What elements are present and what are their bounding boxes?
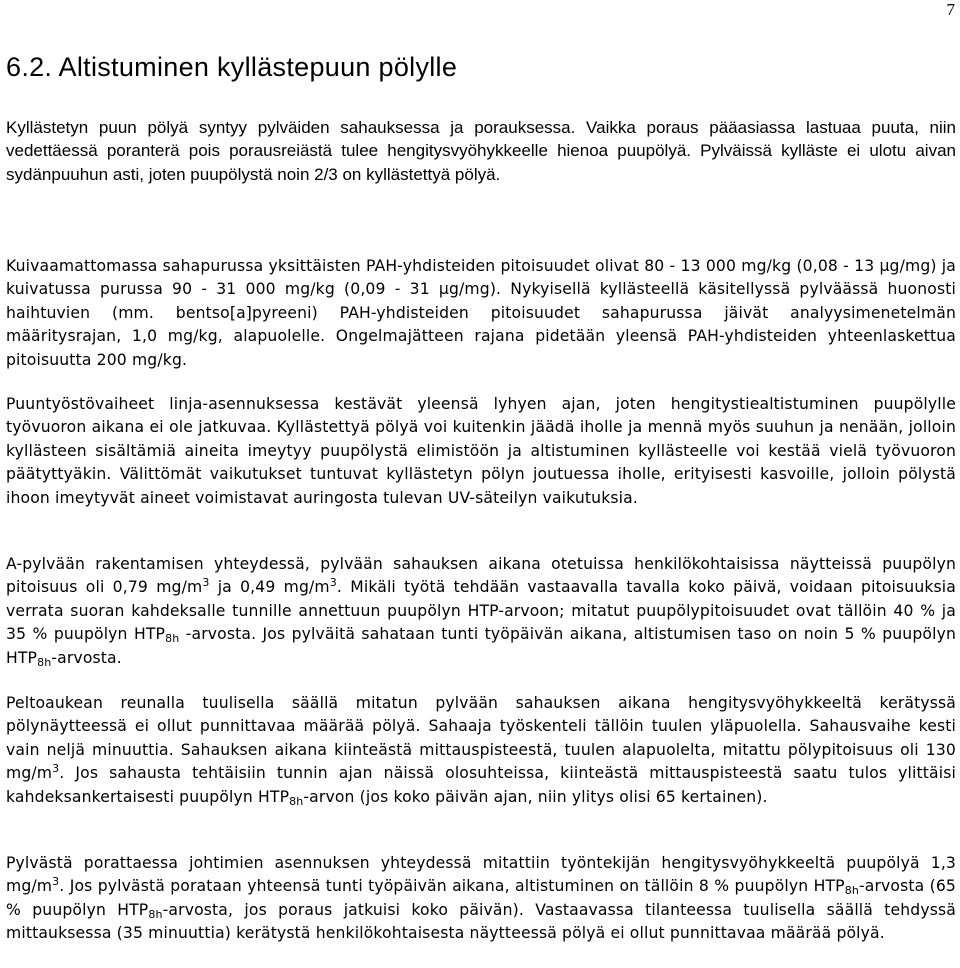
paragraph-5	[6, 692, 956, 809]
paragraph-3: Puuntyöstövaiheet linja-asennuksessa kestävät yleensä lyhyen ajan, joten hengitystiealtistuminen puupölylle työvuoron aikana ei ole jatkuvaa. Kyllästettyä pölyä voi kuitenkin jäädä iholle ja mennä myös suuhun ja nenään, jolloin kyllästeen sisältämiä aineita imeytyy puupölystä elimistöön ja altistuminen kyllästeelle voi kestää vielä työvuoron päätyttyäkin. Välittömät vaikutukset tuntuvat kyllästetyn pölyn joutuessa iholle, erityisesti kasvoille, jolloin pölystä ihoon imeytyvät aineet voimistavat auringosta tulevan UV-säteilyn vaikutuksia.	[6, 395, 956, 507]
paragraph-4	[6, 553, 956, 670]
superscript: 3	[329, 576, 337, 590]
paragraph-4-text: -arvosta.	[51, 648, 122, 667]
subscript: 8h	[844, 884, 859, 898]
paragraph-2: Kuivaamattomassa sahapurussa yksittäisten PAH-yhdisteiden pitoisuudet olivat 80 - 13 000 mg/kg (0,08 - 13 μg/mg) ja kuivatussa purussa 90 - 31 000 mg/kg (0,09 - 31 μg/mg). Nykyisellä kyllästeellä käsitellyssä pylväässä huonosti haihtuvien (mm. bentso[a]pyreeni) PAH-yhdisteiden pitoisuudet sahapurussa jäivät analyysimenetelmän määritysrajan, 1,0 mg/kg, alapuolelle. Ongelmajätteen rajana pidetään yleensä PAH-yhdisteiden yhteenlaskettua pitoisuutta 200 mg/kg.	[6, 257, 956, 369]
subscript: 8h	[165, 632, 180, 646]
paragraph-6-text: -arvosta (65 % puupölyn HTP	[6, 877, 956, 919]
subscript: 8h	[37, 655, 52, 669]
paragraph-5-text: -arvon (jos koko päivän ajan, niin ylitys olisi 65 kertainen).	[303, 787, 768, 806]
paragraph-4-text: -arvosta. Jos pylväitä sahataan tunti työpäivän aikana, altistumisen taso on noin 5 % puupölyn HTP	[6, 625, 956, 667]
paragraph-4-text: . Mikäli työtä tehdään vastaavalla tavalla koko päivä, voidaan pitoisuuksia verrata suoran kahdeksalle tunnille annettuun puupölyn HTP-arvoon; mitatut puupölypitoisuudet ovat tällöin 40 % ja 35 % puupölyn HTP	[6, 578, 956, 644]
paragraph-4-text: ja 0,49 mg/m	[209, 578, 330, 597]
section-heading: 6.2. Altistuminen kyllästepuun pölylle	[6, 52, 458, 82]
paragraph-6-text: . Jos pylvästä porataan yhteensä tunti työpäivän aikana, altistuminen on tällöin 8 % puupölyn HTP	[59, 877, 845, 896]
superscript: 3	[202, 576, 210, 590]
subscript: 8h	[289, 794, 304, 808]
paragraph-6	[6, 852, 956, 946]
superscript: 3	[52, 762, 60, 776]
subscript: 8h	[148, 907, 163, 921]
paragraph-5-text: . Jos sahausta tehtäisiin tunnin ajan näissä olosuhteissa, kiinteästä mittauspisteestä saatu tulos ylittäisi kahdeksankertaisesti puupölyn HTP	[6, 764, 956, 806]
paragraph-6-text: Pylvästä porattaessa johtimien asennuksen yhteydessä mitattiin työntekijän hengitysvyöhykkeeltä puupölyä 1,3 mg/m	[6, 854, 956, 896]
superscript: 3	[52, 875, 60, 889]
paragraph-1: Kyllästetyn puun pölyä syntyy pylväiden sahauksessa ja porauksessa. Vaikka poraus pääasiassa lastuaa puuta, niin vedettäessä poranterä pois porausreiästä tulee hengitysvyöhykkeelle hienoa puupölyä. Pylväissä kylläste ei ulotu aivan sydänpuuhun asti, joten puupölystä noin 2/3 on kyllästettyä pölyä.	[6, 118, 956, 184]
paragraph-4-text: A-pylvään rakentamisen yhteydessä, pylvään sahauksen aikana otetuissa henkilökohtaisissa näytteissä puupölyn pitoisuus oli 0,79 mg/m	[6, 555, 956, 597]
paragraph-5-text: Peltoaukean reunalla tuulisella säällä mitatun pylvään sahauksen aikana hengitysvyöhykkeeltä kerätyssä pölynäytteessä ei ollut punnittavaa määrää pölyä. Sahaaja työskenteli tällöin tuulen yläpuolella. Sahausvaihe kesti vain neljä minuuttia. Sahauksen aikana kiinteästä mittauspisteestä, tuulen alapuolelta, mitattu pölypitoisuus oli 130 mg/m	[6, 694, 956, 783]
page-number: 7	[946, 0, 955, 19]
paragraph-6-text: -arvosta, jos poraus jatkuisi koko päivän). Vastaavassa tilanteessa tuulisella säällä tehdyssä mittauksessa (35 minuuttia) kerätystä henkilökohtaisesta näytteessä pölyä ei ollut punnittavaa määrää pölyä.	[6, 900, 956, 943]
